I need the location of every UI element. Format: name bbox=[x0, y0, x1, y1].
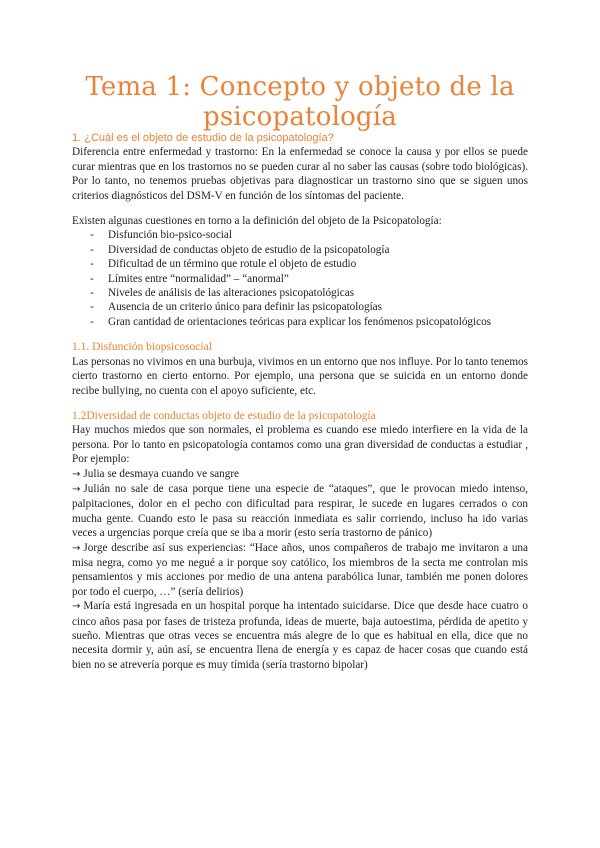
document-body bbox=[72, 131, 528, 672]
section-1-2-heading: 1.2Diversidad de conductas objeto de estudio de la psicopatología bbox=[72, 409, 376, 422]
case-item: → Julián no sale de casa porque tiene una especie de “ataques”, que le provocan miedo intenso, palpitaciones, dolor en el pecho con dificultad para respirar, le sucede en lugares cerrados o con mucha gente. Cuando esto le pasa su reacción inmediata es salir corriendo, incluso ha ido varias veces a urgencias porque creía que se iba a morir (esto sería trastorno de pánico) bbox=[72, 482, 528, 540]
list-item: - Ausencia de un criterio único para definir las psicopatologías bbox=[90, 301, 383, 314]
section-1-intro: Existen algunas cuestiones en torno a la definición del objeto de la Psicopatología: bbox=[72, 215, 442, 228]
arrow-icon: → bbox=[72, 542, 81, 554]
list-item: - Gran cantidad de orientaciones teóricas para explicar los fenómenos psicopatológicos bbox=[90, 315, 492, 328]
list-item: - Niveles de análisis de las alteraciones psicopatológicas bbox=[90, 287, 355, 300]
section-1-1-paragraph: Las personas no vivimos en una burbuja, vivimos en un entorno que nos influye. Por lo tanto tenemos cierto trastorno en cierto entorno. Por ejemplo, una persona que se suicida en un entorno donde recibe bullying, no cuenta con el apoyo suficiente, etc. bbox=[72, 355, 528, 397]
section-1-paragraph: Diferencia entre enfermedad y trastorno: En la enfermedad se conoce la causa y por ellos se puede curar mientras que en los trastornos no se pueden curar al no saber las causas (sobre todo biológicas). Por lo tanto, no tenemos pruebas objetivas para diagnosticar un trastorno sino que se siguen unos criterios diagnósticos del DSM-V en función de los síntomas del paciente. bbox=[72, 146, 528, 202]
section-1-1-heading: 1.1. Disfunción biopsicosocial bbox=[72, 341, 212, 354]
list-item: - Diversidad de conductas objeto de estudio de la psicopatología bbox=[90, 243, 390, 256]
section-1-heading: 1. ¿Cuál es el objeto de estudio de la psicopatología? bbox=[72, 132, 334, 144]
list-item: - Disfunción bio-psico-social bbox=[90, 229, 232, 242]
issues-list bbox=[72, 228, 528, 329]
arrow-icon: → bbox=[72, 483, 81, 495]
arrow-icon: → bbox=[72, 468, 81, 480]
list-item: - Límites entre “normalidad” – “anormal” bbox=[90, 272, 289, 285]
arrow-icon: → bbox=[72, 601, 81, 613]
case-item: → María está ingresada en un hospital porque ha intentado suicidarse. Dice que desde hace cuatro o cinco años pasa por fases de tristeza profunda, ideas de muerte, baja autoestima, pérdida de apetito y sueño. Mientras que otras veces se encuentra más alegre de lo que es habitual en ella, dice que no necesita dormir y, aún así, se encuentra llena de energía y es capaz de hacer cosas que cuando está bien no se atrevería porque es muy tímida (sería trastorno bipolar) bbox=[72, 600, 528, 671]
list-item: - Dificultad de un término que rotule el objeto de estudio bbox=[90, 258, 357, 271]
case-item: → Julia se desmaya cuando ve sangre bbox=[72, 467, 240, 480]
case-item: → Jorge describe así sus experiencias: “Hace años, unos compañeros de trabajo me invitaron a una misa negra, como yo me negué a ir porque soy católico, los miembros de la secta me controlan mis pensamientos y mis acciones por medio de una antena parabólica lunar, también me ponen dolores por todo el cuerpo, …” (sería delirios) bbox=[72, 541, 528, 598]
section-1-2-intro: Hay muchos miedos que son normales, el problema es cuando ese miedo interfiere en la vida de la persona. Por lo tanto en psicopatología contamos como una gran diversidad de conductas a estudiar , Por ejemplo: bbox=[72, 424, 528, 466]
page-title: Tema 1: Concepto y objeto de la psicopatología bbox=[85, 72, 515, 132]
